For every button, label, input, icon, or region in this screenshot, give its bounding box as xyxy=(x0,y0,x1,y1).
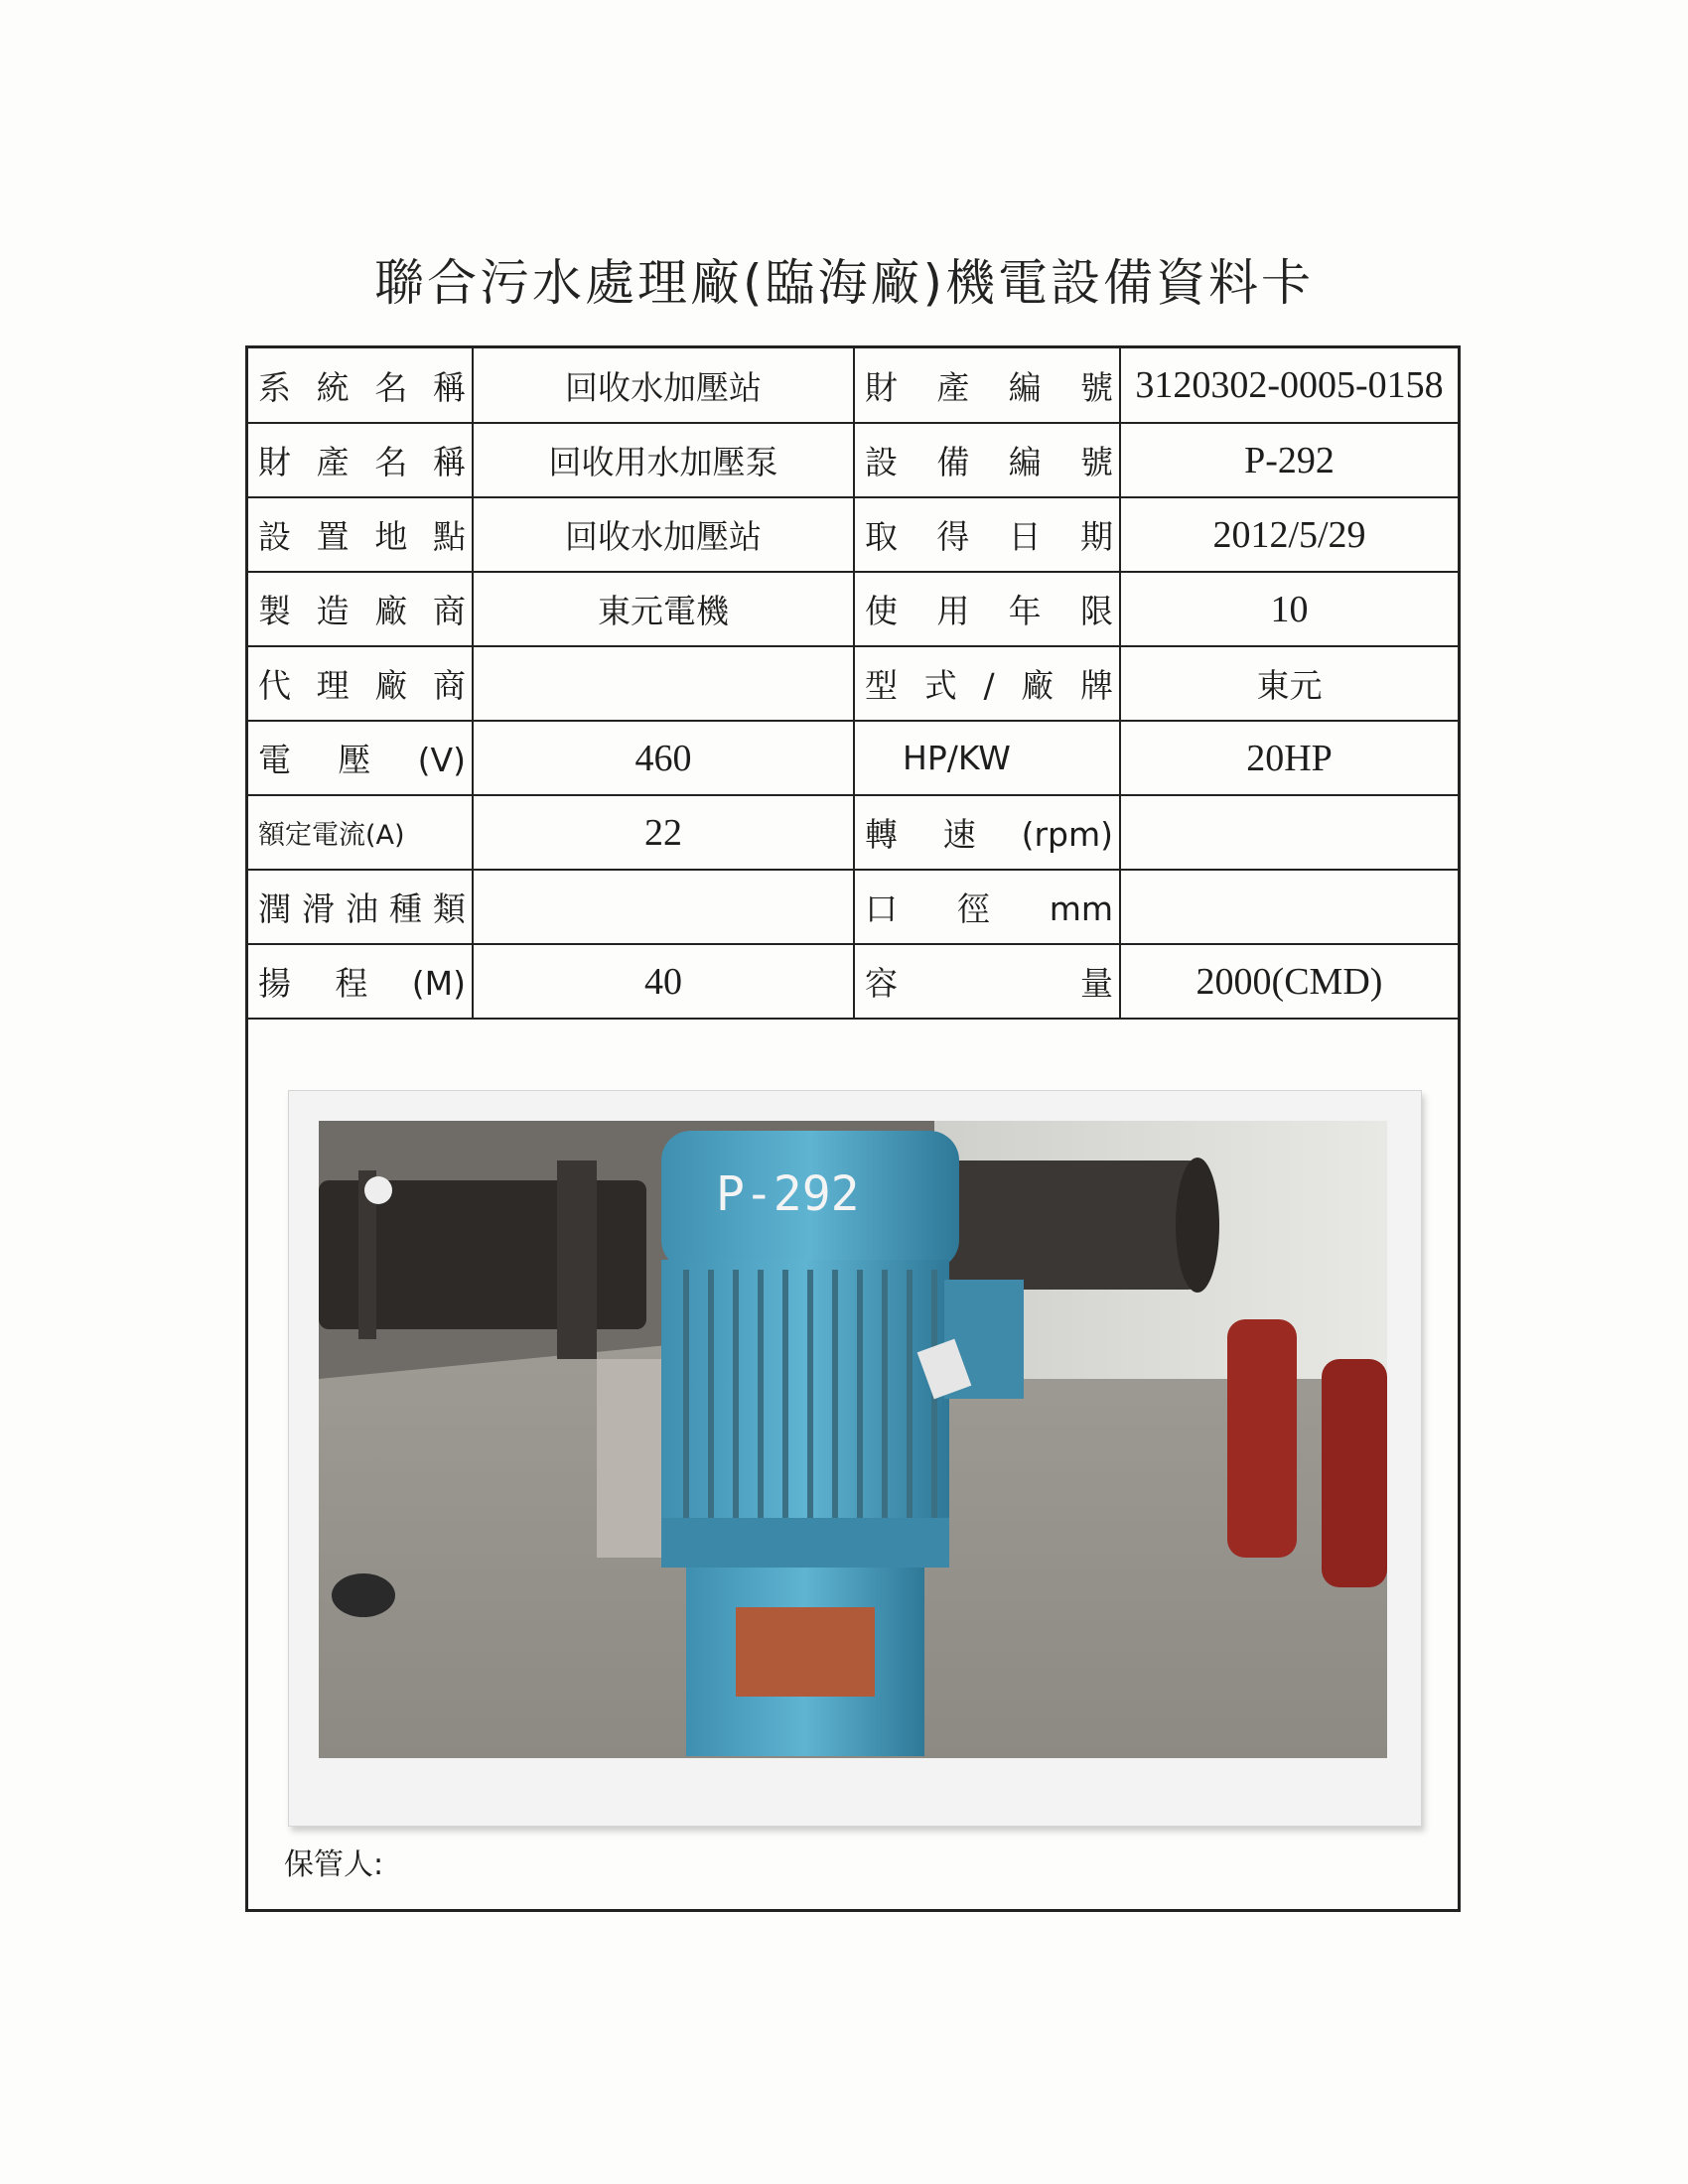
label-property-name: 財產名稱 xyxy=(248,423,473,497)
value-model-brand: 東元 xyxy=(1120,646,1458,721)
value-voltage: 460 xyxy=(473,721,854,795)
pump-tag-text: P-292 xyxy=(716,1166,860,1222)
pump-photo xyxy=(319,1121,1387,1758)
label-acquired-date: 取得日期 xyxy=(854,497,1120,572)
label-manufacturer: 製造廠商 xyxy=(248,572,473,646)
value-hp-kw: 20HP xyxy=(1120,721,1458,795)
label-head: 揚程(M) xyxy=(248,944,473,1019)
page-title: 聯合污水處理廠(臨海廠)機電設備資料卡 xyxy=(373,254,1314,312)
value-rated-current: 22 xyxy=(473,795,854,870)
table-row xyxy=(248,795,1458,870)
label-system-name: 系統名稱 xyxy=(248,348,473,423)
equipment-card xyxy=(245,345,1461,1912)
value-system-name: 回收水加壓站 xyxy=(473,348,854,423)
photo-frame xyxy=(288,1090,1422,1827)
value-manufacturer: 東元電機 xyxy=(473,572,854,646)
coupling xyxy=(736,1607,875,1697)
label-location: 設置地點 xyxy=(248,497,473,572)
value-acquired-date: 2012/5/29 xyxy=(1120,497,1458,572)
table-row xyxy=(248,646,1458,721)
table-row xyxy=(248,497,1458,572)
table-row xyxy=(248,423,1458,497)
pipe-label-sticker xyxy=(364,1176,392,1204)
label-voltage: 電壓(V) xyxy=(248,721,473,795)
label-hp-kw: HP/KW xyxy=(854,721,1120,795)
value-speed xyxy=(1120,795,1458,870)
value-agent xyxy=(473,646,854,721)
fire-extinguisher xyxy=(1227,1319,1297,1558)
value-property-number: 3120302-0005-0158 xyxy=(1120,348,1458,423)
label-service-life: 使用年限 xyxy=(854,572,1120,646)
table-row xyxy=(248,944,1458,1019)
value-capacity: 2000(CMD) xyxy=(1120,944,1458,1019)
keeper-label: 保管人: xyxy=(284,1847,384,1882)
value-head: 40 xyxy=(473,944,854,1019)
value-property-name: 回收用水加壓泵 xyxy=(473,423,854,497)
value-diameter xyxy=(1120,870,1458,944)
value-service-life: 10 xyxy=(1120,572,1458,646)
label-equipment-number: 設備編號 xyxy=(854,423,1120,497)
label-diameter: 口 徑 mm xyxy=(854,870,1120,944)
label-property-number: 財產編號 xyxy=(854,348,1120,423)
label-rated-current: 額定電流(A) xyxy=(248,795,473,870)
value-equipment-number: P-292 xyxy=(1120,423,1458,497)
table-row xyxy=(248,572,1458,646)
table-row xyxy=(248,870,1458,944)
value-lubricant xyxy=(473,870,854,944)
label-speed: 轉速(rpm) xyxy=(854,795,1120,870)
label-capacity: 容量 xyxy=(854,944,1120,1019)
info-table xyxy=(248,348,1458,1020)
value-location: 回收水加壓站 xyxy=(473,497,854,572)
label-model-brand: 型式/廠牌 xyxy=(854,646,1120,721)
table-row xyxy=(248,721,1458,795)
label-lubricant: 潤滑油種類 xyxy=(248,870,473,944)
fire-extinguisher xyxy=(1322,1359,1387,1587)
label-agent: 代理廠商 xyxy=(248,646,473,721)
table-row xyxy=(248,348,1458,423)
pump-photo-illustration xyxy=(319,1121,1387,1758)
